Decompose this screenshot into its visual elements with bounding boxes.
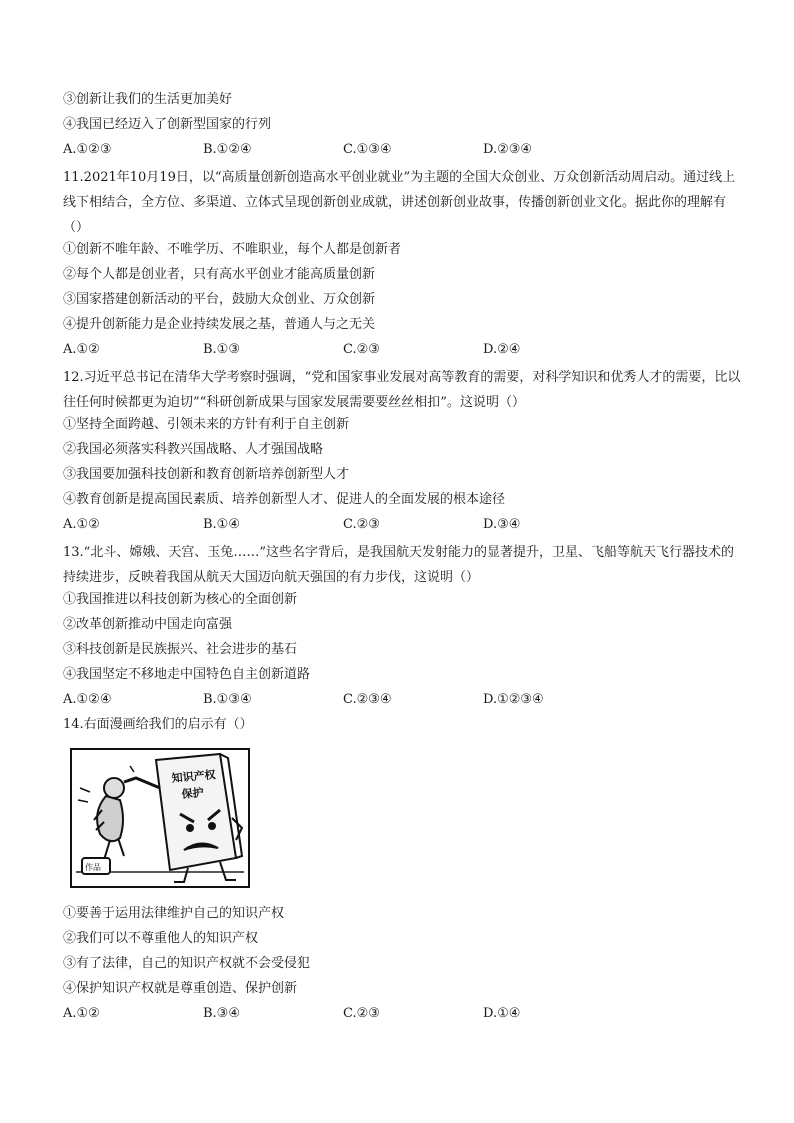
option-b[interactable]: B.①②④: [203, 142, 252, 157]
q13-option-d[interactable]: D.①②③④: [483, 692, 544, 707]
q12-statement-4: ④教育创新是提高国民素质、培养创新型人才、促进人的全面发展的根本途径: [63, 492, 506, 507]
q14-answer-options: [63, 1004, 743, 1024]
sign-text-line1: 知识产权: [171, 768, 217, 785]
cartoon-illustration: [70, 748, 250, 888]
q11-statement-1: ①创新不唯年龄、不唯学历、不唯职业，每个人都是创新者: [63, 242, 402, 257]
q14-statement-1: ①要善于运用法律维护自己的知识产权: [63, 906, 285, 921]
question-11-stem: 11.2021年10月19日，以“高质量创新创造高水平创业就业”为主题的全国大众创业、万众创新活动周启动。通过线上线下相结合，全方位、多渠道、立体式呈现创新创业成就，讲述创新创业故事，传播创新创业文化。据此你的理解有（）: [63, 170, 736, 235]
q11-statement-2: ②每个人都是创业者，只有高水平创业才能高质量创新: [63, 267, 376, 282]
statement-3: ③创新让我们的生活更加美好: [63, 92, 233, 107]
question-12-stem: 12.习近平总书记在清华大学考察时强调，“党和国家事业发展对高等教育的需要，对科学知识和优秀人才的需要，比以往任何时候都更为迫切”“科研创新成果与国家发展需要要丝丝相扣”。这说明（）: [63, 370, 741, 410]
option-c[interactable]: C.①③④: [343, 142, 392, 157]
q11-option-d[interactable]: D.②④: [483, 342, 521, 357]
q13-statement-1: ①我国推进以科技创新为核心的全面创新: [63, 592, 298, 607]
q12-statement-2: ②我国必须落实科教兴国战略、人才强国战略: [63, 442, 324, 457]
q13-statement-2: ②改革创新推动中国走向富强: [63, 617, 233, 632]
q14-option-d[interactable]: D.①④: [483, 1006, 521, 1021]
q14-option-a[interactable]: A.①②: [63, 1006, 100, 1021]
left-eye: [186, 824, 194, 832]
right-eye: [208, 822, 216, 830]
bag-label: 作品: [85, 863, 101, 872]
option-a[interactable]: A.①②③: [63, 142, 112, 157]
q11-option-b[interactable]: B.①③: [203, 342, 240, 357]
question-13-stem: 13.“北斗、嫦娥、天宫、玉兔……”这些名字背后，是我国航天发射能力的显著提升，卫星、飞船等航天飞行器技术的持续进步，反映着我国从航天大国迈向航天强国的有力步伐，这说明（）: [63, 545, 734, 585]
q13-option-c[interactable]: C.②③④: [343, 692, 392, 707]
thief-body: [97, 796, 123, 841]
q12-answer-options: [63, 515, 743, 535]
q13-option-b[interactable]: B.①③④: [203, 692, 252, 707]
q13-option-a[interactable]: A.①②④: [63, 692, 112, 707]
q12-option-c[interactable]: C.②③: [343, 517, 380, 532]
question-14-stem: 14.右面漫画给我们的启示有（）: [63, 717, 253, 732]
q14-option-c[interactable]: C.②③: [343, 1006, 380, 1021]
q14-statement-4: ④保护知识产权就是尊重创造、保护创新: [63, 981, 298, 996]
q12-statement-3: ③我国要加强科技创新和教育创新培养创新型人才: [63, 467, 350, 482]
q13-statement-3: ③科技创新是民族振兴、社会进步的基石: [63, 642, 298, 657]
q14-option-b[interactable]: B.③④: [203, 1006, 240, 1021]
sign-text-line2: 保护: [181, 786, 205, 801]
q11-statement-4: ④提升创新能力是企业持续发展之基，普通人与之无关: [63, 317, 376, 332]
answer-options: [63, 140, 743, 160]
q12-option-d[interactable]: D.③④: [483, 517, 521, 532]
q14-statement-2: ②我们可以不尊重他人的知识产权: [63, 931, 259, 946]
q13-answer-options: [63, 690, 743, 710]
option-d[interactable]: D.②③④: [483, 142, 533, 157]
thief-head: [104, 778, 124, 798]
q11-option-c[interactable]: C.②③: [343, 342, 380, 357]
q13-statement-4: ④我国坚定不移地走中国特色自主创新道路: [63, 667, 311, 682]
q11-option-a[interactable]: A.①②: [63, 342, 100, 357]
q12-statement-1: ①坚持全面跨越、引领未来的方针有利于自主创新: [63, 417, 350, 432]
statement-4: ④我国已经迈入了创新型国家的行列: [63, 117, 272, 132]
cartoon-drawing: [70, 748, 250, 888]
q11-answer-options: [63, 340, 743, 360]
q12-option-a[interactable]: A.①②: [63, 517, 100, 532]
q11-statement-3: ③国家搭建创新活动的平台，鼓励大众创业、万众创新: [63, 292, 376, 307]
q12-option-b[interactable]: B.①④: [203, 517, 240, 532]
q14-statement-3: ③有了法律，自己的知识产权就不会受侵犯: [63, 956, 311, 971]
